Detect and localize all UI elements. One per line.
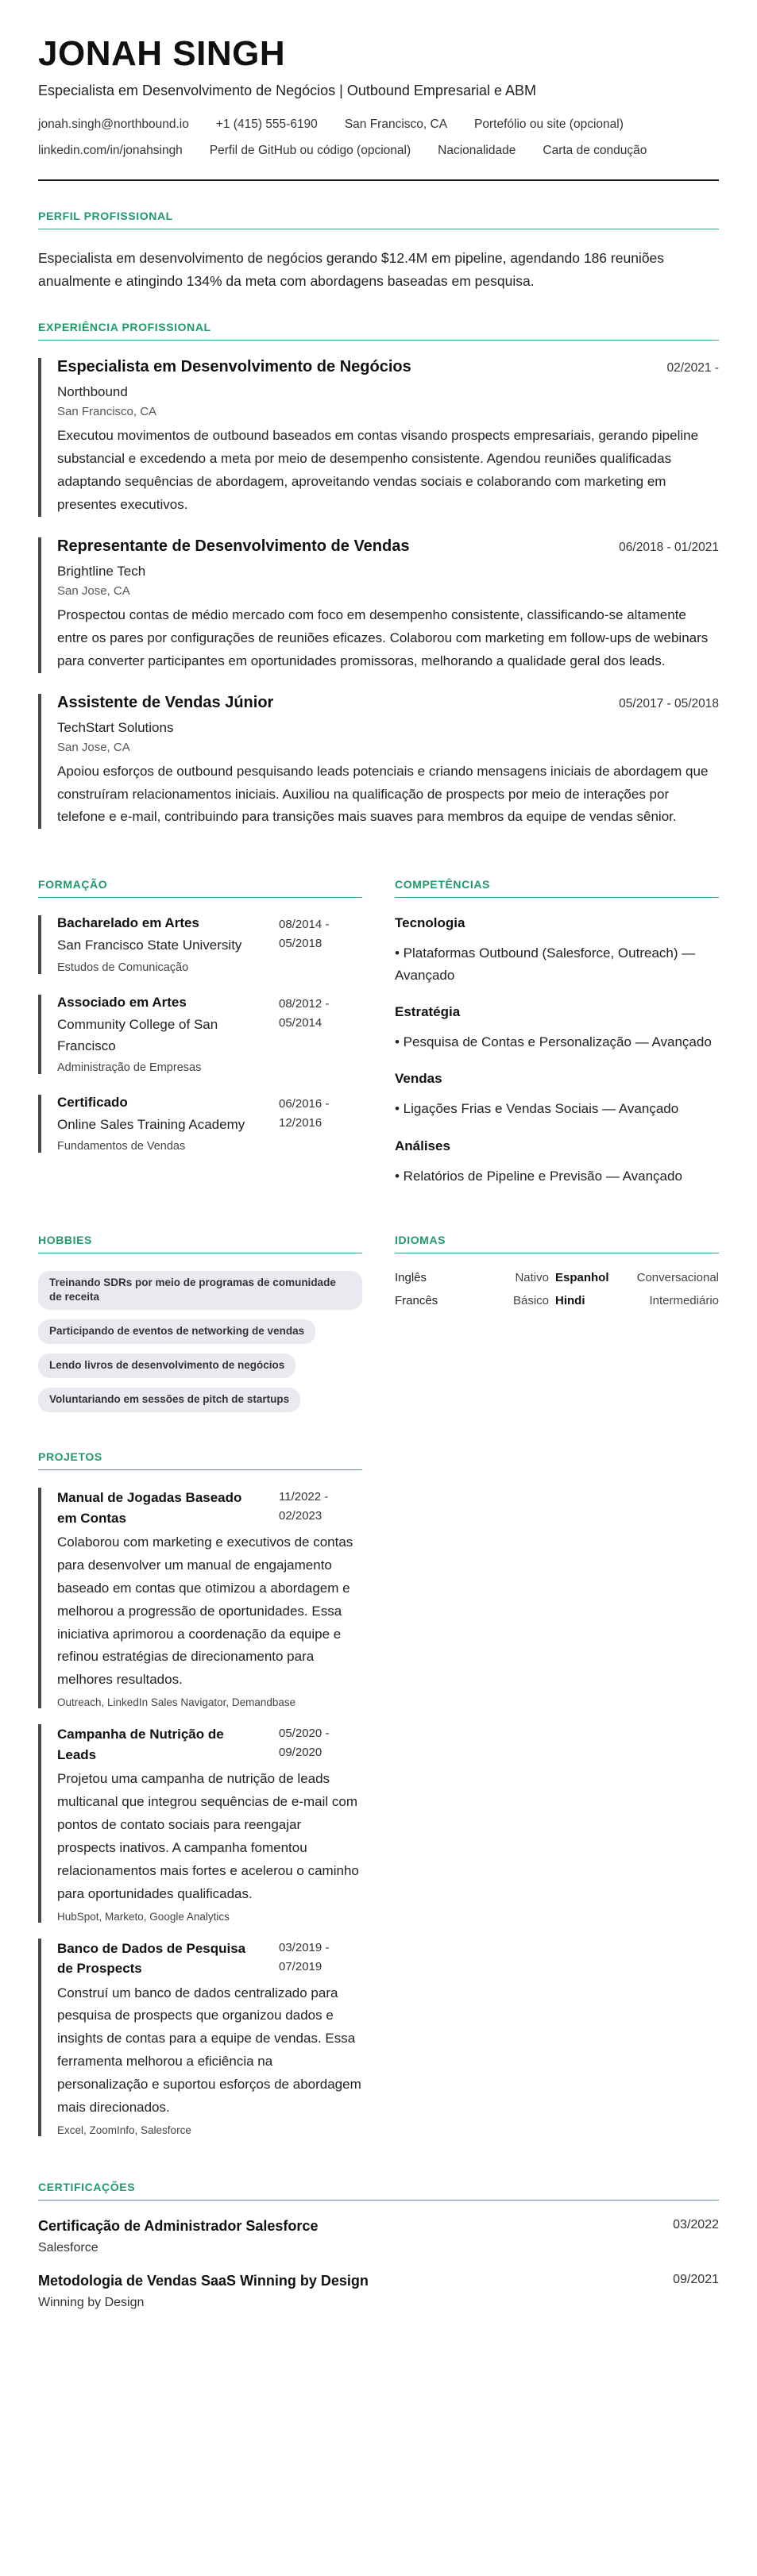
language-level: Nativo [515,1270,549,1284]
skill-category: Análises [395,1138,450,1153]
project-description: Construí um banco de dados centralizado para pesquisa de prospects que organizou dados e insights de contas para a equipe de vendas. Essa ferramenta melhorou a eficiência na personalização e suportou esforços de abordagem mais direcionados. [57,1985,361,2116]
edu-school: San Francisco State University [57,938,242,953]
language-name: Espanhol [555,1270,609,1284]
certification-item [38,2273,719,2310]
job-company: Brightline Tech [57,563,146,579]
hobbies-section [38,1205,362,1422]
education-item [38,995,362,1074]
job-location: San Jose, CA [57,740,130,754]
section-title-hobbies: HOBBIES [38,1234,362,1253]
candidate-name: JONAH SINGH [38,34,286,73]
skill-item: • Plataformas Outbound (Salesforce, Outreach) — Avançado [395,945,696,984]
skills-section [395,849,719,1204]
edu-dates: 08/2014 - 05/2018 [279,918,330,951]
language-row [395,1271,719,1284]
edu-field: Estudos de Comunicação [57,961,189,974]
contact-nationality: Nacionalidade [438,143,516,157]
edu-degree: Certificado [57,1094,128,1110]
projects-section [38,1422,362,2152]
project-dates: 05/2020 - 09/2020 [279,1727,330,1760]
contact-email[interactable]: jonah.singh@northbound.io [38,117,189,132]
experience-section [38,321,719,829]
summary-section [38,210,719,293]
education-item [38,915,362,973]
skill-item: • Relatórios de Pipeline e Previsão — Avançado [395,1168,682,1184]
job-description: Prospectou contas de médio mercado com foco em desempenho consistente, classificando-se altamente entre os pares por configurações de reuniões eficazes. Colaborou com marketing em follow-ups de webinars para converter participantes em oportunidades promissoras, melhorando a qualidade geral dos leads. [57,606,709,668]
project-item [38,1488,362,1708]
resume-header [38,35,719,181]
contact-portfolio[interactable]: Portefólio ou site (opcional) [474,117,624,132]
language-name: Francês [395,1293,438,1307]
projects-row [38,1422,719,2152]
contact-github[interactable]: Perfil de GitHub ou código (opcional) [209,143,411,157]
job-description: Apoiou esforços de outbound pesquisando leads potenciais e criando mensagens iniciais de abordagem que construíram relacionamentos iniciais. Auxiliou na qualificação de prospects por meio de interações por telefone e e-mail, contribuindo para transições mais suaves para membros da equipe de vendas sênior. [57,763,709,825]
contact-location: San Francisco, CA [344,117,448,132]
hobbies-languages-row [38,1205,719,1422]
project-tools: Excel, ZoomInfo, Salesforce [57,2124,191,2136]
project-tools: HubSpot, Marketo, Google Analytics [57,1910,230,1923]
language-row [395,1294,719,1307]
projects-empty-column [395,1422,719,2152]
experience-item [38,694,719,830]
skill-category: Estratégia [395,1004,461,1020]
certifications-section [38,2181,719,2310]
project-tools: Outreach, LinkedIn Sales Navigator, Demandbase [57,1696,296,1709]
hobby-tag: Lendo livros de desenvolvimento de negócios [38,1353,295,1378]
edu-school: Community College of San Francisco [57,1016,218,1053]
certification-issuer: Salesforce [38,2240,98,2254]
language-name: Inglês [395,1270,427,1284]
project-description: Colaborou com marketing e executivos de contas para desenvolver um manual de engajamento baseado em contas que otimizou a abordagem e melhorou a progressão de oportunidades. Essa iniciativa aprimorou a coordenação da equipe e refinou estratégias de direcionamento para melhores resultados. [57,1534,353,1688]
languages-section [395,1205,719,1422]
contact-driving-license: Carta de condução [543,143,647,157]
project-dates: 03/2019 - 07/2019 [279,1940,330,1973]
job-dates: 05/2017 - 05/2018 [619,696,719,710]
job-dates: 02/2021 - [666,361,719,375]
language-name: Hindi [555,1293,585,1307]
language-level: Básico [512,1293,549,1307]
job-dates: 06/2018 - 01/2021 [619,540,719,554]
contact-linkedin[interactable]: linkedin.com/in/jonahsingh [38,143,183,157]
edu-field: Fundamentos de Vendas [57,1140,186,1153]
hobby-tag: Voluntariando em sessões de pitch de startups [38,1388,300,1412]
job-company: TechStart Solutions [57,719,174,735]
contact-list [38,117,719,158]
edu-field: Administração de Empresas [57,1061,202,1074]
job-company: Northbound [57,384,128,400]
section-title-summary: PERFIL PROFISSIONAL [38,210,719,229]
skill-item: • Pesquisa de Contas e Personalização — Avançado [395,1034,712,1050]
certification-issuer: Winning by Design [38,2295,145,2309]
language-level: Conversacional [636,1270,719,1284]
section-title-experience: EXPERIÊNCIA PROFISSIONAL [38,321,719,341]
contact-phone[interactable]: +1 (415) 555-6190 [215,117,318,132]
project-title: Manual de Jogadas Baseado em Contas [57,1490,242,1526]
project-description: Projetou uma campanha de nutrição de leads multicanal que integrou sequências de e-mail com pontos de contato sociais para reengajar prospects inativos. A campanha fomentou relacionamentos mais fortes e acelerou o caminho para oportunidades qualificadas. [57,1771,359,1901]
project-dates: 11/2022 - 02/2023 [279,1490,329,1523]
edu-degree: Associado em Artes [57,994,187,1010]
section-title-certifications: CERTIFICAÇÕES [38,2181,719,2201]
language-level: Intermediário [649,1293,719,1307]
education-section [38,849,362,1204]
summary-text: Especialista em desenvolvimento de negócios gerando $12.4M em pipeline, agendando 186 reuniões anualmente e atingindo 134% da meta com abordagens baseadas em pesquisa. [38,249,665,289]
edu-school: Online Sales Training Academy [57,1116,245,1132]
section-title-projects: PROJETOS [38,1450,362,1470]
project-title: Campanha de Nutrição de Leads [57,1727,224,1762]
job-description: Executou movimentos de outbound baseados em contas visando prospects empresariais, gerando pipeline substancial e excedendo a meta por meio de desempenho consistente. Agendou reuniões qualificadas adaptando sequências de abordagem, aproveitando vendas sociais e colaborando com marketing em presentes executivos. [57,428,699,513]
section-title-languages: IDIOMAS [395,1234,719,1253]
certification-item [38,2218,719,2255]
edu-dates: 08/2012 - 05/2014 [279,996,330,1030]
header-divider [38,179,719,181]
hobby-tag: Treinando SDRs por meio de programas de comunidade de receita [38,1271,362,1311]
edu-degree: Bacharelado em Artes [57,915,199,931]
job-title: Assistente de Vendas Júnior [57,693,274,711]
edu-dates: 06/2016 - 12/2016 [279,1096,330,1130]
experience-item [38,358,719,517]
job-title: Especialista em Desenvolvimento de Negócios [57,358,411,376]
education-item [38,1095,362,1153]
job-location: San Jose, CA [57,583,130,598]
certification-date: 09/2021 [673,2272,719,2286]
candidate-headline: Especialista em Desenvolvimento de Negócios | Outbound Empresarial e ABM [38,83,536,99]
hobby-tag: Participando de eventos de networking de vendas [38,1319,315,1344]
experience-item [38,537,719,673]
skill-item: • Ligações Frias e Vendas Sociais — Avançado [395,1101,679,1117]
skill-category: Tecnologia [395,915,465,931]
job-title: Representante de Desenvolvimento de Vendas [57,537,410,555]
skill-category: Vendas [395,1071,442,1087]
certification-name: Metodologia de Vendas SaaS Winning by Design [38,2272,369,2289]
project-item [38,1939,362,2136]
job-location: San Francisco, CA [57,405,157,419]
section-title-education: FORMAÇÃO [38,878,362,898]
education-skills-row [38,849,719,1204]
project-title: Banco de Dados de Pesquisa de Prospects [57,1940,246,1977]
project-item [38,1724,362,1922]
certification-name: Certificação de Administrador Salesforce [38,2217,319,2234]
certification-date: 03/2022 [673,2217,719,2231]
section-title-skills: COMPETÊNCIAS [395,878,719,898]
